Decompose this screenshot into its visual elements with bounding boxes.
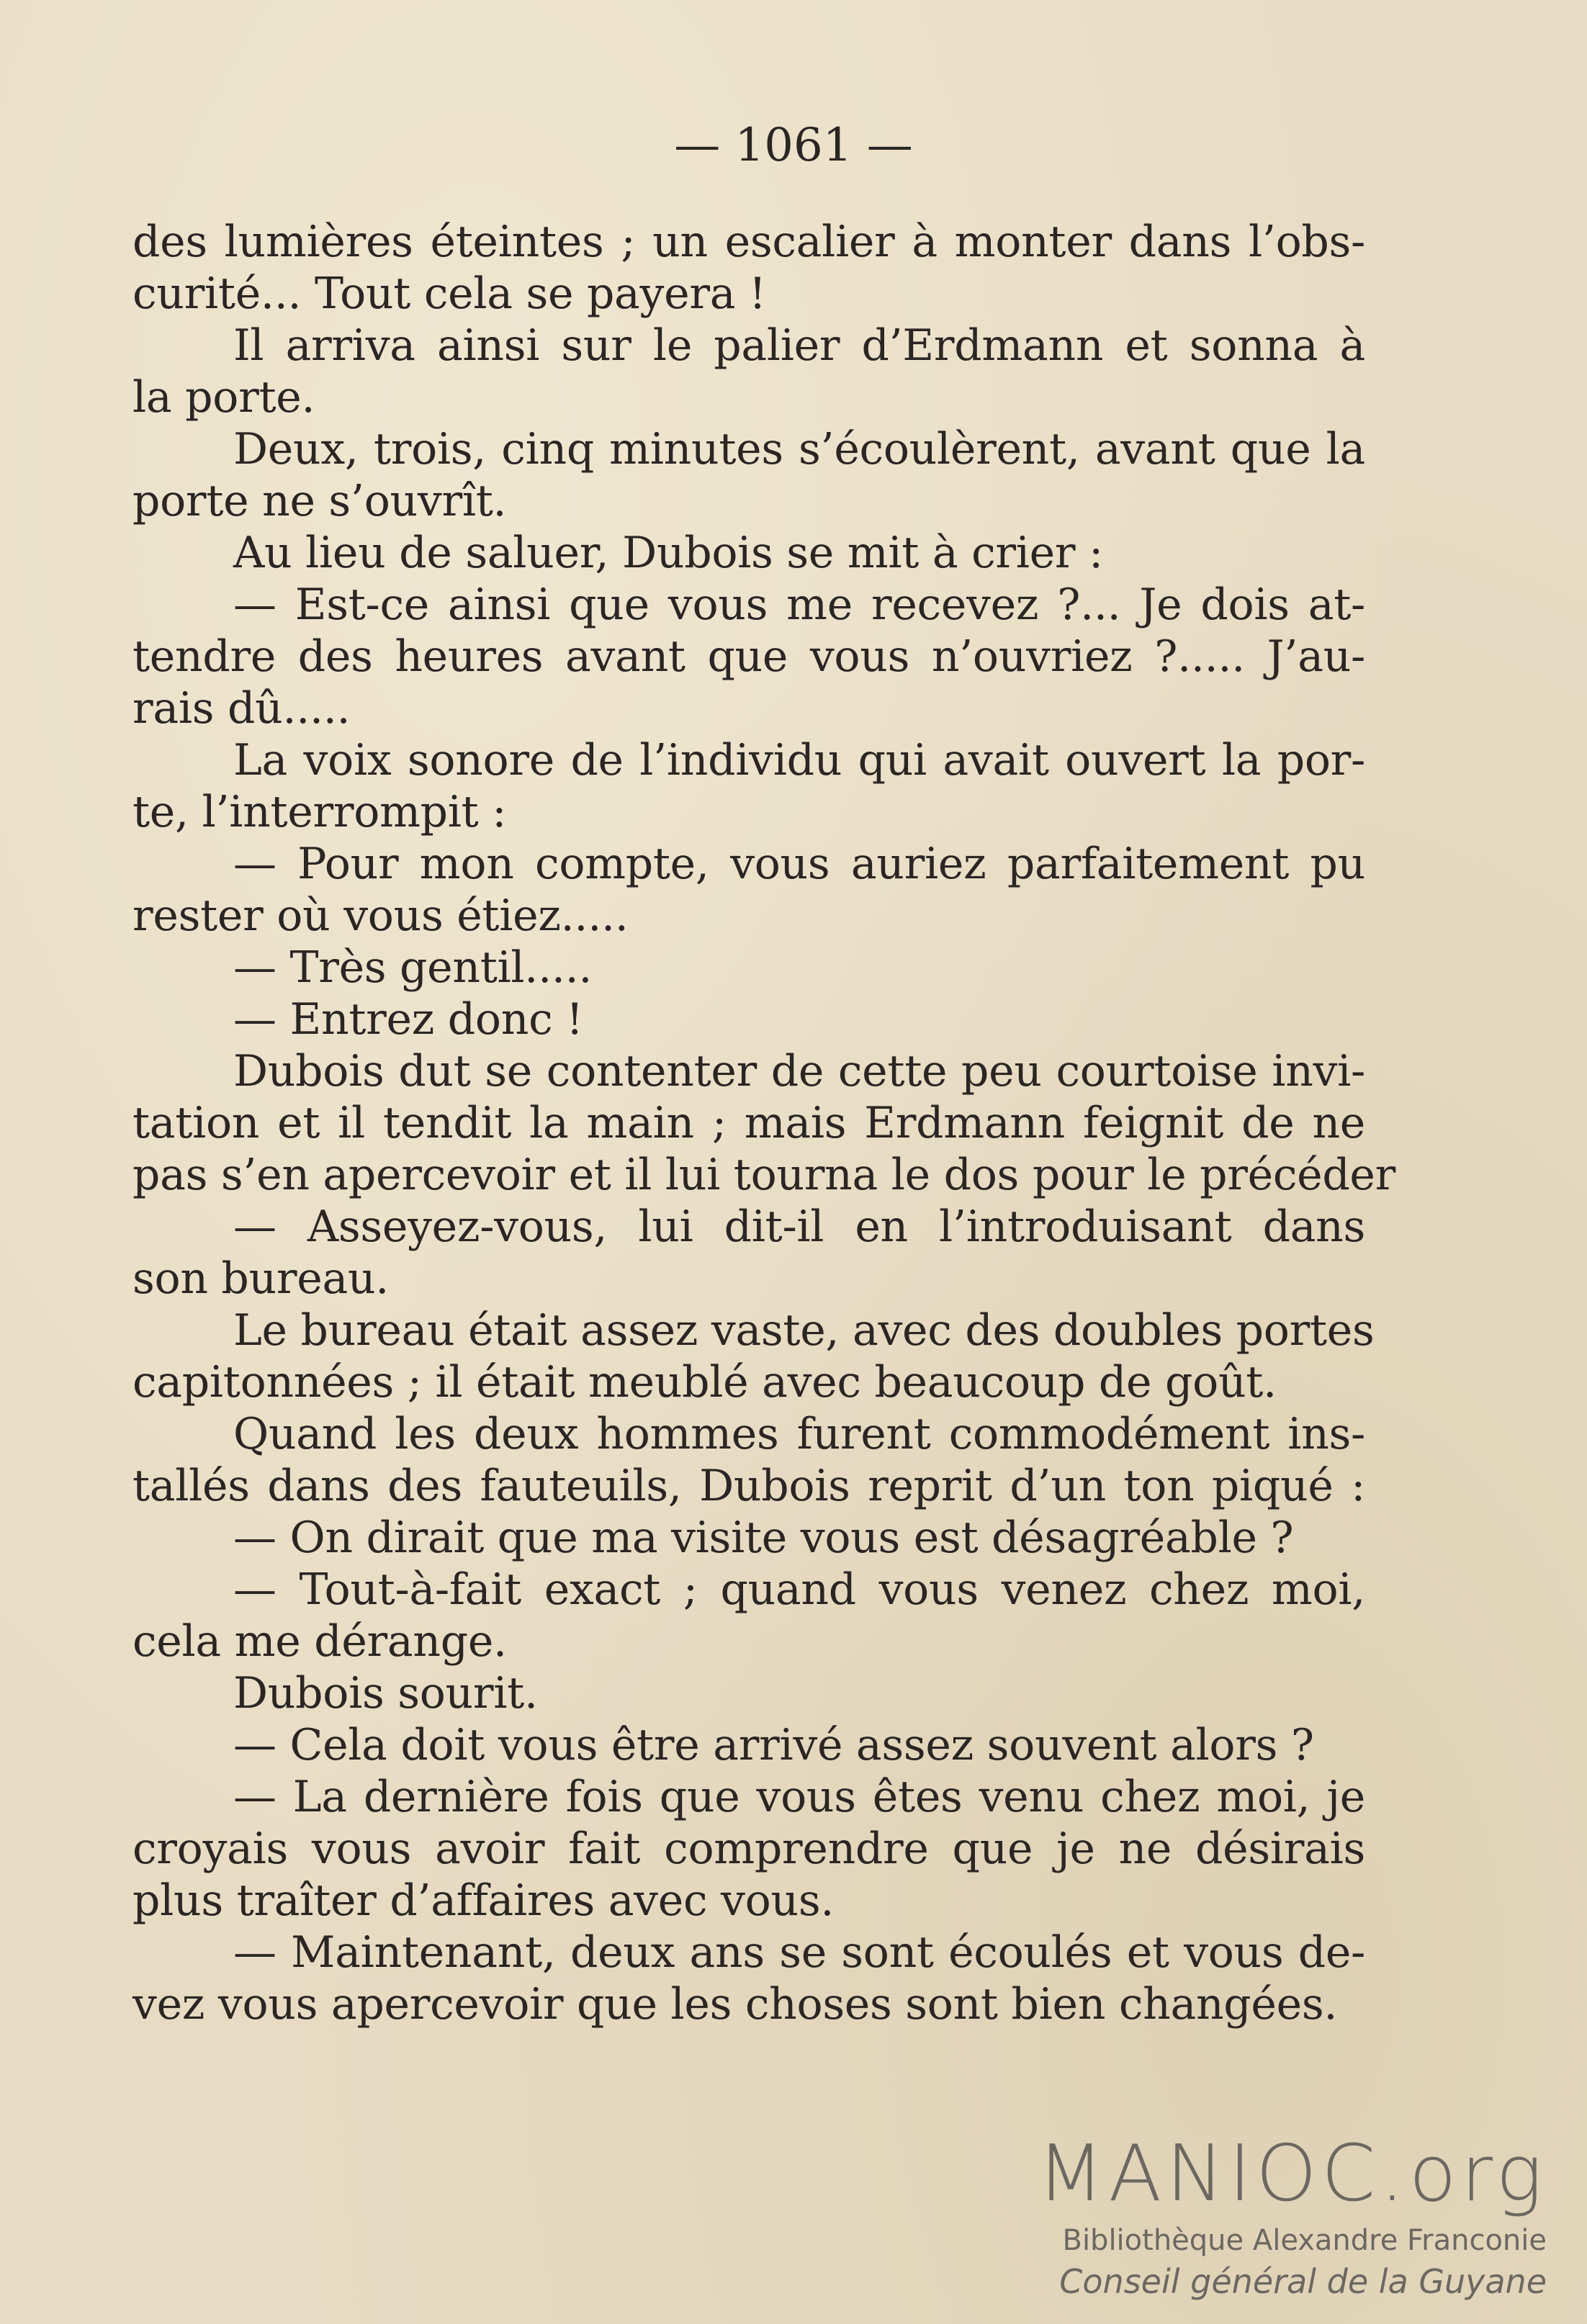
body-text xyxy=(132,216,1396,2030)
watermark-library-name: Bibliothèque Alexandre Franconie xyxy=(1062,2224,1547,2257)
text-line: — Entrez donc ! xyxy=(233,994,583,1045)
text-line: — La dernière fois que vous êtes venu chez moi, je xyxy=(233,1772,1365,1822)
text-line: curité... Tout cela se payera ! xyxy=(132,269,766,319)
page-number: — 1061 — xyxy=(674,119,913,172)
text-line: Dubois dut se contenter de cette peu courtoise invi- xyxy=(233,1046,1365,1096)
text-line: — Très gentil..... xyxy=(233,942,593,993)
text-line: la porte. xyxy=(132,372,315,423)
text-line: pas s’en apercevoir et il lui tourna le dos pour le précéder xyxy=(132,1150,1396,1200)
text-line: capitonnées ; il était meublé avec beaucoup de goût. xyxy=(132,1357,1277,1408)
text-line: son bureau. xyxy=(132,1253,390,1304)
text-line: Dubois sourit. xyxy=(233,1668,538,1719)
text-line: La voix sonore de l’individu qui avait ouvert la por- xyxy=(233,735,1365,785)
text-line: tallés dans des fauteuils, Dubois reprit d’un ton piqué : xyxy=(132,1461,1365,1511)
text-line: — On dirait que ma visite vous est désagréable ? xyxy=(233,1513,1294,1563)
text-line: tation et il tendit la main ; mais Erdmann feignit de ne xyxy=(132,1098,1365,1148)
text-line: Le bureau était assez vaste, avec des doubles portes xyxy=(233,1305,1375,1356)
text-line: — Tout-à-fait exact ; quand vous venez chez moi, xyxy=(233,1564,1365,1615)
manioc-watermark xyxy=(1028,2131,1547,2304)
text-line: — Est-ce ainsi que vous me recevez ?... Je dois at- xyxy=(233,580,1365,630)
manioc-logo: MANIOC.org xyxy=(1037,2129,1547,2219)
text-line: — Cela doit vous être arrivé assez souvent alors ? xyxy=(233,1720,1314,1770)
text-line: cela me dérange. xyxy=(132,1616,507,1667)
text-line: tendre des heures avant que vous n’ouvriez ?..... J’au- xyxy=(132,631,1365,682)
text-line: — Maintenant, deux ans se sont écoulés et vous de- xyxy=(233,1927,1365,1978)
text-line: rester où vous étiez..... xyxy=(132,891,629,941)
text-line: Deux, trois, cinq minutes s’écoulèrent, avant que la xyxy=(233,424,1365,474)
text-line: plus traîter d’affaires avec vous. xyxy=(132,1875,835,1926)
text-line: vez vous apercevoir que les choses sont bien changées. xyxy=(132,1979,1338,2030)
text-line: — Pour mon compte, vous auriez parfaitement pu xyxy=(233,839,1365,889)
text-line: Au lieu de saluer, Dubois se mit à crier : xyxy=(233,528,1103,578)
text-line: te, l’interrompit : xyxy=(132,787,507,837)
text-line: — Asseyez-vous, lui dit-il en l’introduisant dans xyxy=(233,1202,1365,1252)
text-line: rais dû..... xyxy=(132,683,351,734)
text-line: croyais vous avoir fait comprendre que je ne désirais xyxy=(132,1824,1365,1874)
watermark-council-name: Conseil général de la Guyane xyxy=(1059,2262,1547,2301)
text-line: Quand les deux hommes furent commodément ins- xyxy=(233,1409,1365,1459)
text-line: des lumières éteintes ; un escalier à monter dans l’obs- xyxy=(132,217,1365,267)
text-line: Il arriva ainsi sur le palier d’Erdmann et sonna à xyxy=(233,320,1365,371)
text-line: porte ne s’ouvrît. xyxy=(132,476,507,526)
